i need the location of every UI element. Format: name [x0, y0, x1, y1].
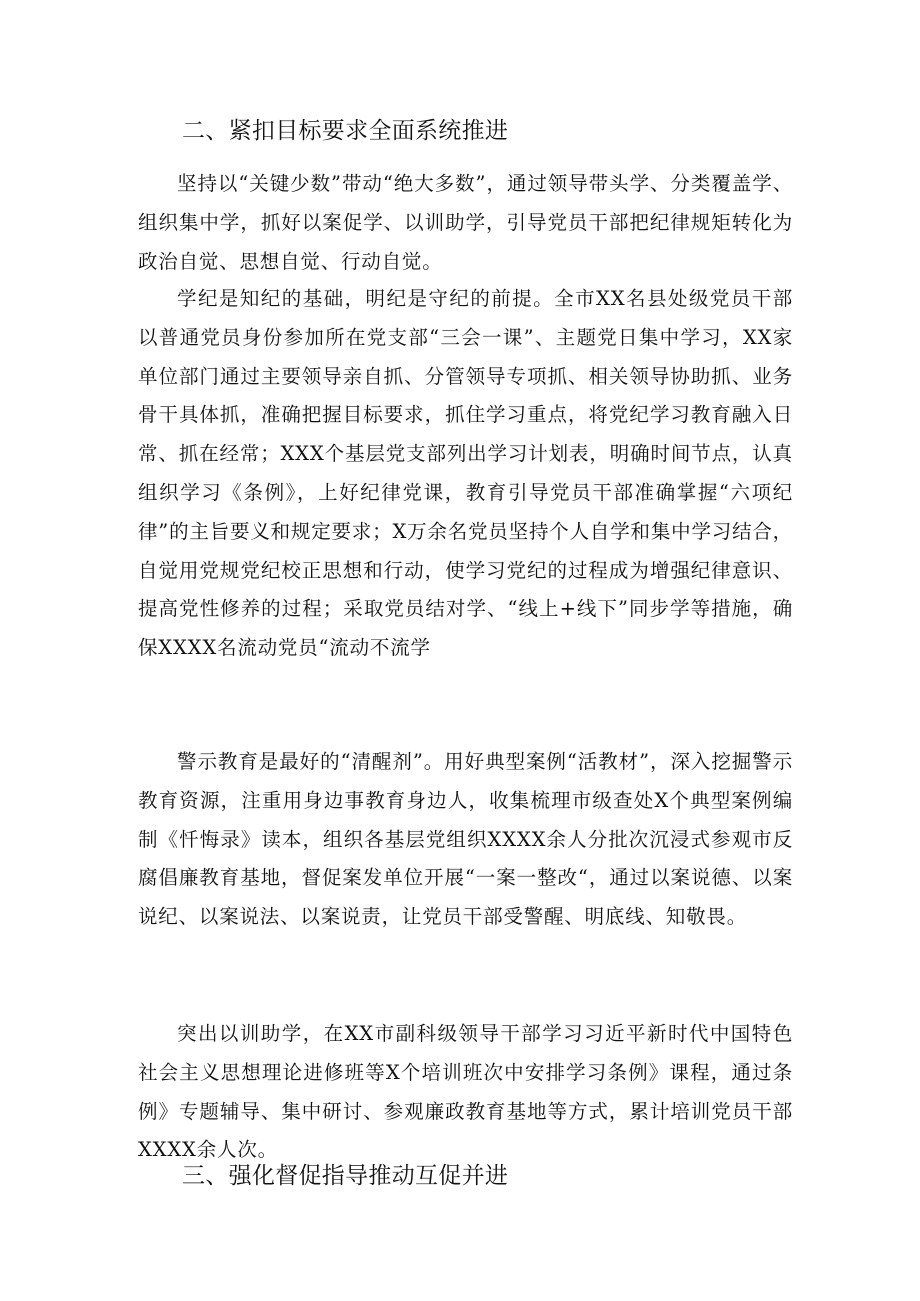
paragraph-3: 警示教育是最好的“清醒剂”。用好典型案例“活教材”，深入挖掘警示教育资源，注重用身边事教育身边人，收集梳理市级查处X个典型案例编制《忏悔录》读本，组织各基层党组织XXXX余人分批次沉浸式参观市反腐倡廉教育基地，督促案发单位开展“一案一整改“，通过以案说德、以案说纪、以案说法、以案说责，让党员干部受警醒、明底线、知敬畏。	[138, 750, 793, 929]
paragraph-1: 坚持以“关键少数”带动“绝大多数”，通过领导带头学、分类覆盖学、组织集中学，抓好以案促学、以训助学，引导党员干部把纪律规矩转化为政治自觉、思想自觉、行动自觉。	[138, 172, 793, 273]
paragraph-4: 突出以训助学，在XX市副科级领导干部学习习近平新时代中国特色社会主义思想理论进修班等X个培训班次中安排学习条例》课程，通过条例》专题辅导、集中研讨、参观廉政教育基地等方式，累计培训党员干部XXXX余人次。	[138, 1022, 793, 1162]
paragraph-2: 学纪是知纪的基础，明纪是守纪的前提。全市XX名县处级党员干部以普通党员身份参加所在党支部“三会一课”、主题党日集中学习，XX家单位部门通过主要领导亲自抓、分管领导专项抓、相关领导协助抓、业务骨干具体抓，准确把握目标要求，抓住学习重点，将党纪学习教育融入日常、抓在经常；XXX个基层党支部列出学习计划表，明确时间节点，认真组织学习《条例》，上好纪律党课，教育引导党员干部准确掌握“六项纪律”的主旨要义和规定要求；X万余名党员坚持个人自学和集中学习结合，自觉用党规党纪校正思想和行动，使学习党纪的过程成为增强纪律意识、提高党性修养的过程；采取党员结对学、“线上+线下”同步学等措施，确保XXXX名流动党员“流动不流学	[138, 287, 793, 660]
section-heading-3: 三、强化督促指导推动互促并进	[182, 1163, 509, 1189]
section-heading-2: 二、紧扣目标要求全面系统推进	[182, 118, 509, 144]
